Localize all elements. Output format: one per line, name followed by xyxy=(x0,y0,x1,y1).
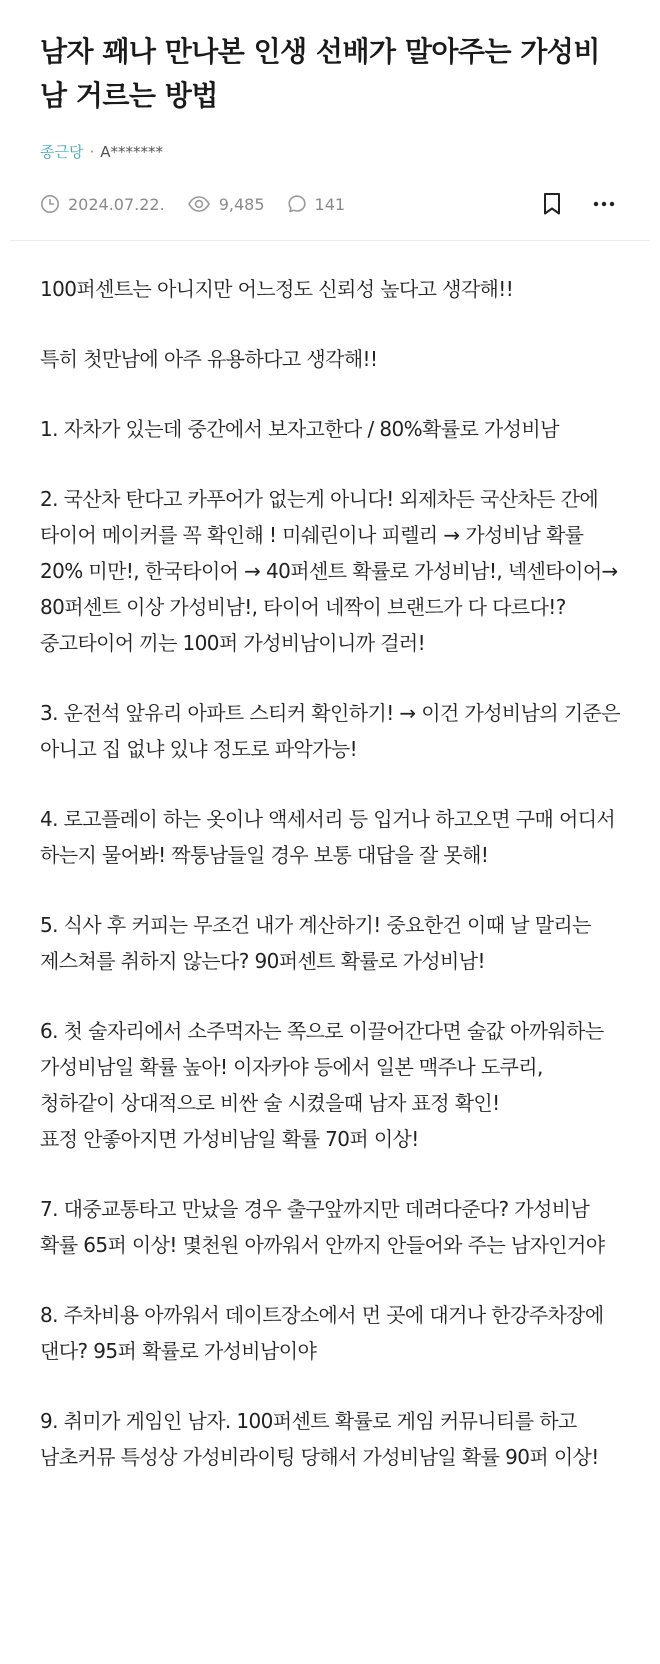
comments-text: 141 xyxy=(314,194,346,214)
post-header xyxy=(0,0,660,218)
body-paragraph: 4. 로고플레이 하는 옷이나 액세서리 등 입거나 하고오면 구매 어디서 하는지 물어봐! 짝퉁남들일 경우 보통 대답을 잘 못해! xyxy=(40,807,616,867)
bookmark-icon xyxy=(542,192,562,216)
body-paragraph: 특히 첫만남에 아주 유용하다고 생각해!! xyxy=(40,347,378,371)
author-name[interactable]: A******* xyxy=(100,143,164,161)
comment-bubble-icon xyxy=(287,194,307,214)
more-options-button[interactable] xyxy=(588,188,620,220)
post-date xyxy=(40,194,165,214)
eye-icon xyxy=(187,194,211,214)
more-dots-icon xyxy=(593,201,615,207)
body-paragraph: 100퍼센트는 아니지만 어느정도 신뢰성 높다고 생각해!! xyxy=(40,277,514,301)
comment-count[interactable] xyxy=(287,194,346,214)
body-paragraph: 2. 국산차 탄다고 카푸어가 없는게 아니다! 외제차든 국산차든 간에 타이어 메이커를 꼭 확인해 ! 미쉐린이나 피렐리 → 가성비남 확률 20% 미만!, 한국타이어 → 40퍼센트 확률로 가성비남!, 넥센타이어→ 80퍼센트 이상 가성비남!, 타이어 네짝이 브랜드가 다 다르다!? 중고타이어 끼는 100퍼 가성비남이니까 걸러! xyxy=(40,487,618,655)
body-paragraph: 8. 주차비용 아까워서 데이트장소에서 먼 곳에 대거나 한강주차장에 댄다? 95퍼 확률로 가성비남이야 xyxy=(40,1303,604,1363)
post-actions xyxy=(516,188,620,220)
view-count xyxy=(187,194,265,214)
body-paragraph: 9. 취미가 게임인 남자. 100퍼센트 확률로 게임 커뮤니티를 하고 남초커뮤 특성상 가성비라이팅 당해서 가성비남일 확률 90퍼 이상! xyxy=(40,1409,599,1469)
body-paragraph: 1. 자차가 있는데 중간에서 보자고한다 / 80%확률로 가성비남 xyxy=(40,417,559,441)
separator-dot: · xyxy=(89,143,95,161)
body-paragraph: 6. 첫 술자리에서 소주먹자는 쪽으로 이끌어간다면 술값 아까워하는 가성비남일 확률 높아! 이자카야 등에서 일본 맥주나 도쿠리, 청하같이 상대적으로 비싼 술 시켰을때 남자 표정 확인! 표정 안좋아지면 가성비남일 확률 70퍼 이상! xyxy=(40,1019,604,1151)
body-paragraph: 3. 운전석 앞유리 아파트 스티커 확인하기! → 이건 가성비남의 기준은 아니고 집 없냐 있냐 정도로 파악가능! xyxy=(40,701,620,761)
body-paragraph: 5. 식사 후 커피는 무조건 내가 계산하기! 중요한건 이때 날 말리는 제스쳐를 취하지 않는다? 90퍼센트 확률로 가성비남! xyxy=(40,913,591,973)
body-paragraph: 7. 대중교통타고 만났을 경우 출구앞까지만 데려다준다? 가성비남 확률 65퍼 이상! 몇천원 아까워서 안까지 안들어와 주는 남자인거야 xyxy=(40,1197,605,1257)
views-text: 9,485 xyxy=(218,194,265,214)
board-link[interactable]: 종근당 xyxy=(40,143,84,161)
author-row xyxy=(40,142,620,162)
bookmark-button[interactable] xyxy=(536,188,568,220)
clock-icon xyxy=(40,194,60,214)
post-title: 남자 꽤나 만나본 인생 선배가 말아주는 가성비남 거르는 방법 xyxy=(40,35,600,112)
meta-row xyxy=(40,190,620,218)
post-body xyxy=(0,241,660,1475)
date-text: 2024.07.22. xyxy=(68,194,165,214)
